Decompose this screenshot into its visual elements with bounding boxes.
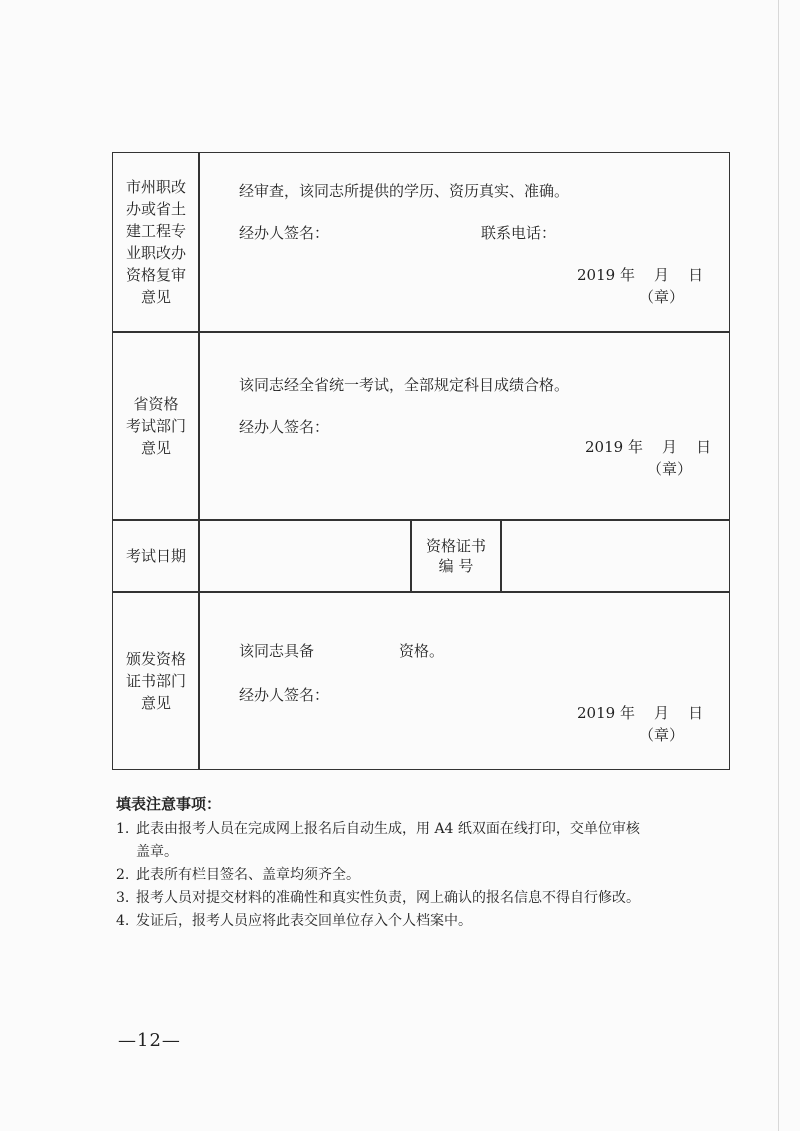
note-text: 发证后，报考人员应将此表交回单位存入个人档案中。 [136, 913, 472, 929]
row-divider-3 [113, 591, 729, 593]
note-item-2 [116, 864, 640, 887]
page-number: —12— [118, 1030, 181, 1051]
note-number: 3. [116, 890, 130, 906]
row1-phone-label: 联系电话： [481, 224, 557, 242]
row4-statement-prefix: 该同志具备 [239, 642, 315, 660]
row1-statement: 经审查，该同志所提供的学历、资历真实、准确。 [239, 182, 570, 200]
row2-seal: （章） [647, 460, 693, 478]
row3-divider-b [500, 519, 502, 592]
filling-notes [116, 793, 640, 933]
note-number: 4. [116, 913, 130, 929]
row4-label: 颁发资格 证书部门 意见 [125, 650, 186, 712]
exam-date-label: 考试日期 [125, 547, 186, 565]
scan-edge-line [778, 0, 779, 1131]
note-item-3 [116, 887, 640, 910]
row1-signer-label: 经办人签名： [239, 224, 330, 242]
note-text: 此表所有栏目签名、盖章均须齐全。 [136, 867, 360, 883]
note-text: 此表由报考人员在完成网上报名后自动生成，用 A4 纸双面在线打印，交单位审核 盖章。 [136, 821, 640, 860]
review-form-table [112, 152, 730, 770]
row4-seal: （章） [639, 726, 685, 744]
row1-label: 市州职改 办或省土 建工程专 业职改办 资格复审 意见 [125, 178, 186, 306]
row-divider-1 [113, 331, 729, 333]
row4-date: 2019 年 月 日 [577, 704, 704, 722]
row2-label: 省资格 考试部门 意见 [125, 395, 186, 457]
row4-statement-suffix: 资格。 [399, 642, 445, 660]
note-item-4 [116, 910, 640, 933]
note-number: 1. [116, 821, 130, 837]
row1-date: 2019 年 月 日 [577, 266, 704, 284]
row4-signer-label: 经办人签名： [239, 686, 330, 704]
row2-statement: 该同志经全省统一考试，全部规定科目成绩合格。 [239, 376, 570, 394]
cert-number-label: 资格证书 编 号 [425, 537, 486, 575]
note-number: 2. [116, 867, 130, 883]
row2-signer-label: 经办人签名： [239, 418, 330, 436]
note-item-1 [116, 818, 640, 864]
row2-date: 2019 年 月 日 [585, 438, 712, 456]
notes-title: 填表注意事项： [116, 795, 222, 813]
row1-seal: （章） [639, 288, 685, 306]
note-text: 报考人员对提交材料的准确性和真实性负责，网上确认的报名信息不得自行修改。 [136, 890, 640, 906]
